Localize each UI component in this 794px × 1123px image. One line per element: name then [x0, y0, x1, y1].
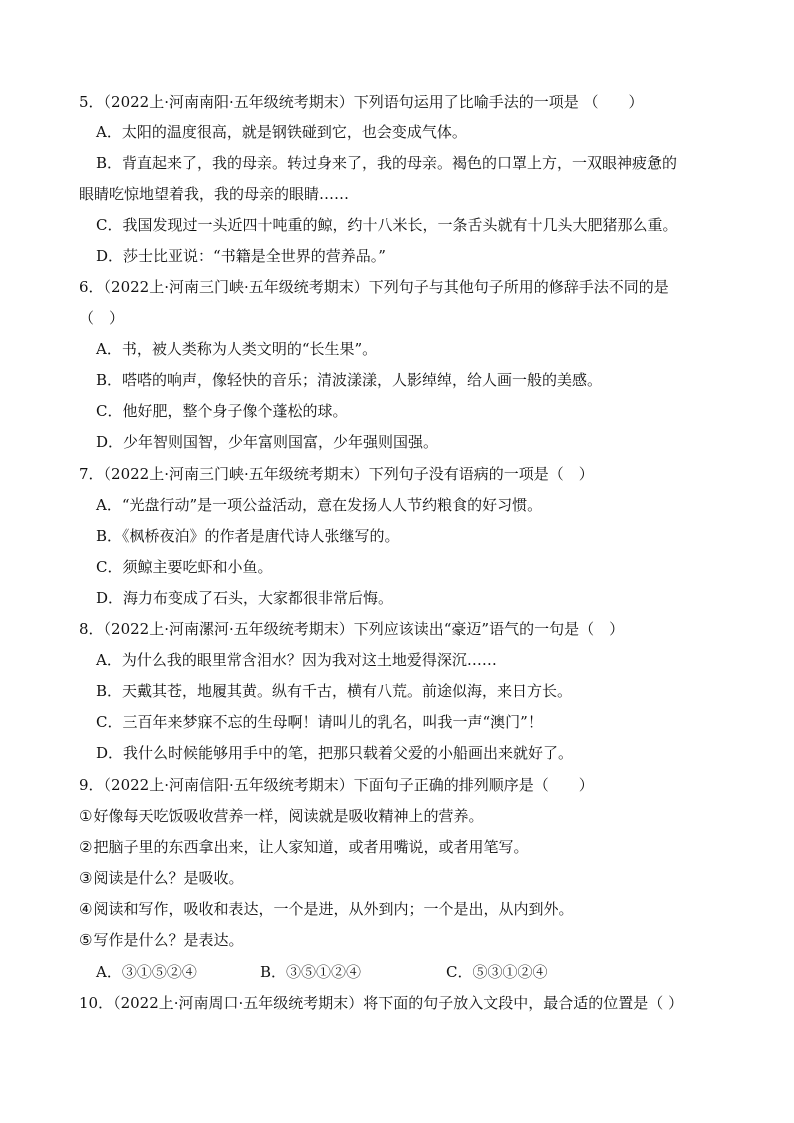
question-5-option-b-line1: B．背直起来了，我的母亲。转过身来了，我的母亲。褐色的口罩上方，一双眼神疲惫的 — [96, 154, 678, 172]
question-5-option-c: C．我国发现过一头近四十吨重的鲸，约十八米长，一条舌头就有十几头大肥猪那么重。 — [96, 216, 678, 234]
question-8-stem: 8．（2022上·河南漯河·五年级统考期末）下列应该读出“豪迈”语气的一句是（ ） — [79, 620, 625, 638]
sentence-text-4: 阅读和写作，吸收和表达，一个是进，从外到内；一个是出，从内到外。 — [93, 900, 574, 918]
question-5-option-d: D．莎士比亚说：“书籍是全世界的营养品。” — [96, 247, 386, 265]
sentence-text-5: 写作是什么？是表达。 — [93, 931, 244, 949]
question-9-option-a: A．③①⑤②④ — [96, 963, 197, 981]
question-8-option-a: A．为什么我的眼里常含泪水？因为我对这土地爱得深沉…… — [96, 651, 497, 669]
question-7-option-b: B．《枫桥夜泊》的作者是唐代诗人张继写的。 — [96, 527, 400, 545]
sentence-marker-5: ⑤ — [79, 931, 93, 949]
sentence-marker-1: ① — [79, 807, 93, 825]
question-7-option-c: C．须鲸主要吃虾和小鱼。 — [96, 558, 273, 576]
question-6-option-a: A．书，被人类称为人类文明的“长生果”。 — [96, 340, 378, 358]
question-8-option-c: C．三百年来梦寐不忘的生母啊！请叫儿的乳名，叫我一声“澳门”！ — [96, 713, 543, 731]
question-9-sentence-4 — [79, 899, 573, 919]
sentence-marker-4: ④ — [79, 900, 93, 918]
question-5-option-b-line2: 眼睛吃惊地望着我，我的母亲的眼睛…… — [79, 185, 350, 203]
sentence-marker-3: ③ — [79, 869, 93, 887]
question-6-stem-blank: （ ） — [79, 309, 125, 327]
sentence-text-3: 阅读是什么？是吸收。 — [93, 869, 244, 887]
question-5-option-a: A．太阳的温度很高，就是钢铁碰到它，也会变成气体。 — [96, 123, 467, 141]
question-7-stem: 7．（2022上·河南三门峡·五年级统考期末）下列句子没有语病的一项是（ ） — [79, 465, 594, 483]
question-6-stem: 6．（2022上·河南三门峡·五年级统考期末）下列句子与其他句子所用的修辞手法不同的是 — [79, 278, 669, 296]
question-7-option-d: D．海力布变成了石头，大家都很非常后悔。 — [96, 589, 394, 607]
question-9-option-c: C．⑤③①②④ — [446, 963, 548, 981]
question-10-stem: 10．（2022上·河南周口·五年级统考期末）将下面的句子放入文段中，最合适的位置是（ ） — [79, 994, 684, 1012]
question-9-sentence-5 — [79, 930, 243, 950]
question-9-stem: 9．（2022上·河南信阳·五年级统考期末）下面句子正确的排列顺序是（ ） — [79, 776, 594, 794]
question-9-sentence-1 — [79, 806, 483, 826]
question-6-option-c: C．他好肥，整个身子像个蓬松的球。 — [96, 402, 348, 420]
question-5-stem: 5．（2022上·河南南阳·五年级统考期末）下列语句运用了比喻手法的一项是 （ ） — [79, 93, 644, 111]
sentence-text-1: 好像每天吃饭吸收营养一样，阅读就是吸收精神上的营养。 — [93, 807, 484, 825]
question-9-sentence-3 — [79, 868, 243, 888]
question-8-option-d: D．我什么时候能够用手中的笔，把那只载着父爱的小船画出来就好了。 — [96, 744, 574, 762]
sentence-text-2: 把脑子里的东西拿出来，让人家知道，或者用嘴说，或者用笔写。 — [93, 838, 529, 856]
question-9-option-b: B．③⑤①②④ — [260, 963, 362, 981]
sentence-marker-2: ② — [79, 838, 93, 856]
question-8-option-b: B．天戴其苍，地履其黄。纵有千古，横有八荒。前途似海，来日方长。 — [96, 682, 573, 700]
question-9-sentence-2 — [79, 837, 528, 857]
question-6-option-d: D．少年智则国智，少年富则国富，少年强则国强。 — [96, 433, 439, 451]
question-7-option-a: A．“光盘行动”是一项公益活动，意在发扬人人节约粮食的好习惯。 — [96, 496, 543, 514]
question-6-option-b: B．嗒嗒的响声，像轻快的音乐；清波漾漾，人影绰绰，给人画一般的美感。 — [96, 371, 603, 389]
